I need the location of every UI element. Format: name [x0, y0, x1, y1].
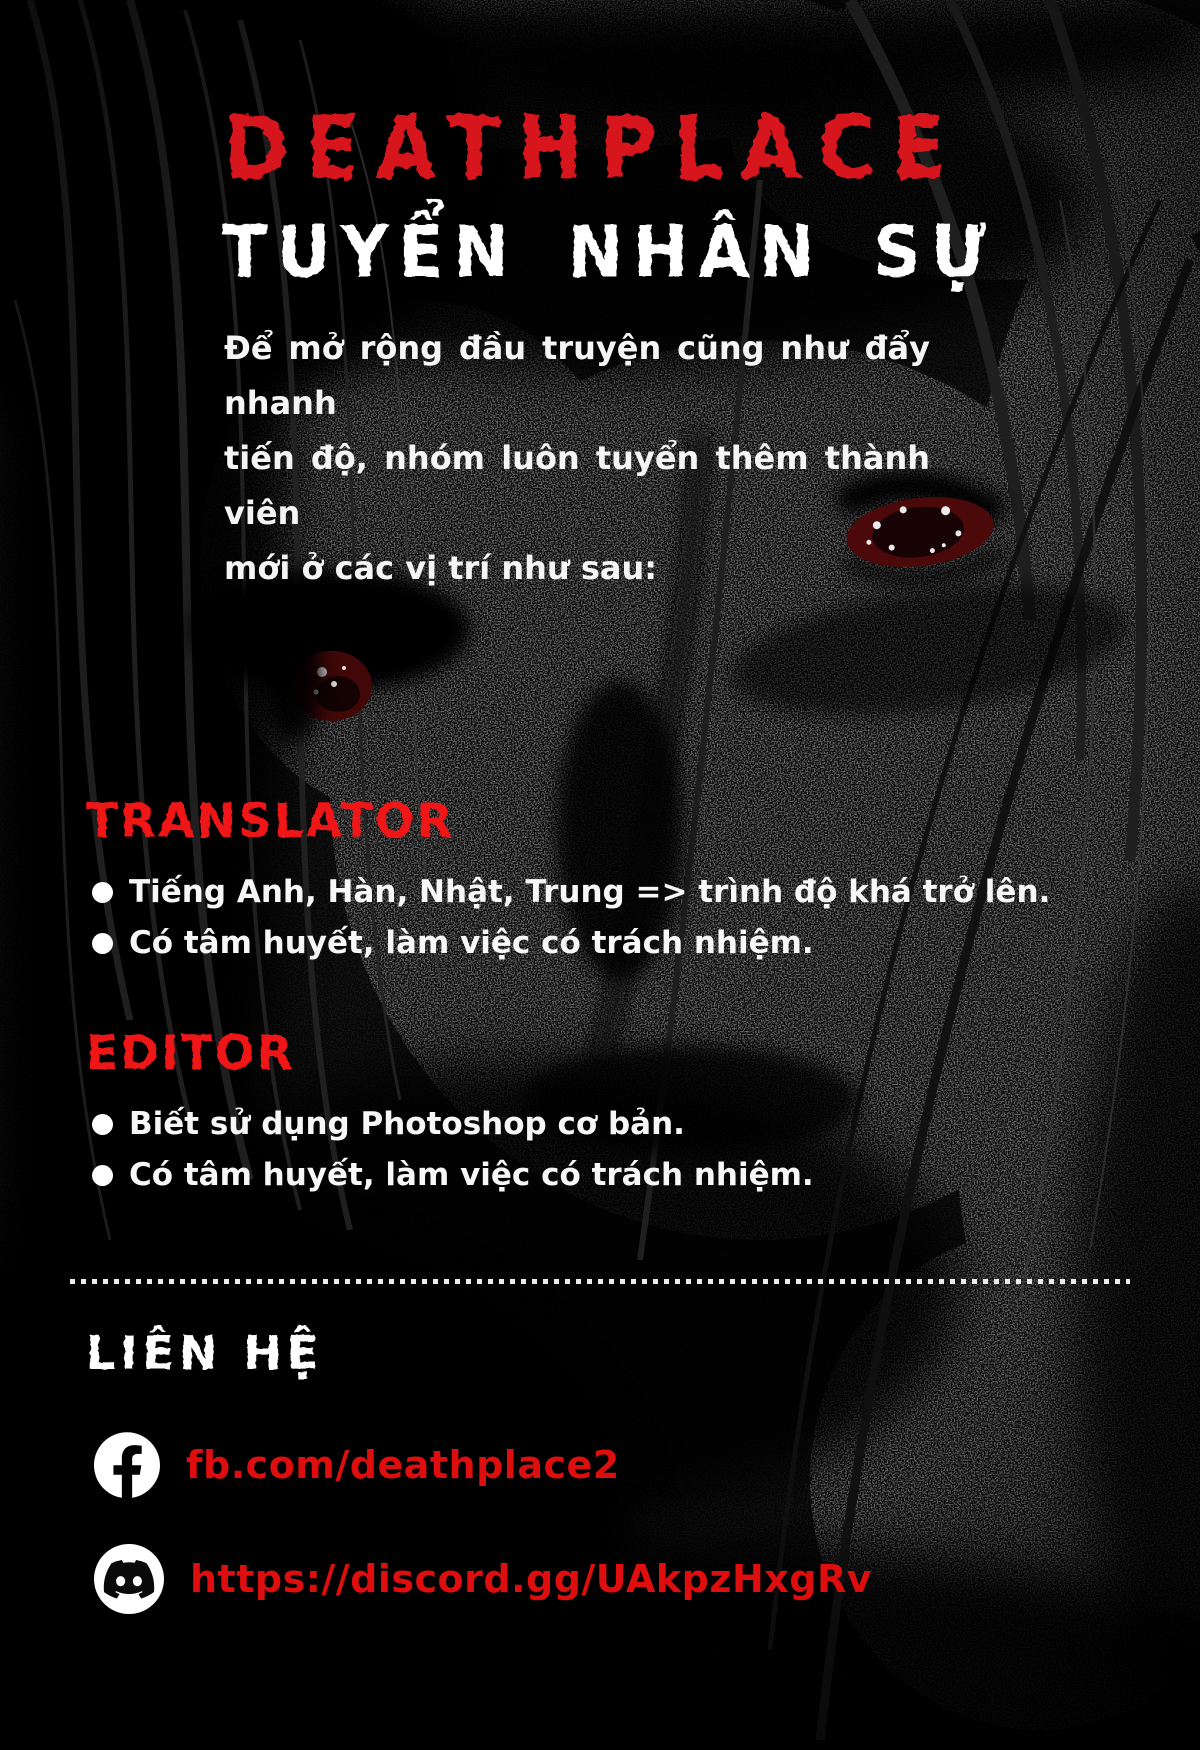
translator-section — [86, 796, 1050, 974]
requirement-text: Có tâm huyết, làm việc có trách nhiệm. — [129, 1156, 814, 1193]
dashed-divider — [70, 1279, 1130, 1284]
requirement-text: Có tâm huyết, làm việc có trách nhiệm. — [129, 924, 814, 961]
facebook-link[interactable]: fb.com/deathplace2 — [186, 1443, 620, 1487]
section-title-translator: TRANSLATOR — [86, 794, 455, 849]
section-title-editor: EDITOR — [86, 1026, 295, 1081]
editor-requirements — [86, 1104, 814, 1195]
requirement-item — [92, 923, 1050, 963]
intro-text — [224, 321, 930, 596]
requirement-text: Biết sử dụng Photoshop cơ bản. — [129, 1105, 685, 1142]
bullet-icon — [92, 1165, 113, 1186]
discord-icon[interactable] — [94, 1544, 164, 1614]
requirement-item — [92, 1104, 814, 1144]
requirement-text: Tiếng Anh, Hàn, Nhật, Trung => trình độ khá trở lên. — [129, 873, 1051, 910]
bullet-icon — [92, 1114, 113, 1135]
intro-line: tiến độ, nhóm luôn tuyển thêm thành viên — [224, 439, 930, 532]
intro-line: mới ở các vị trí như sau: — [224, 549, 658, 587]
group-title: DEATHPLACE — [224, 98, 963, 200]
editor-section — [86, 1028, 814, 1206]
requirement-item — [92, 872, 1050, 912]
bullet-icon — [92, 882, 113, 903]
facebook-icon[interactable] — [94, 1432, 160, 1498]
bullet-icon — [92, 933, 113, 954]
discord-contact-row[interactable] — [94, 1544, 872, 1614]
intro-line: Để mở rộng đầu truyện cũng như đẩy nhanh — [224, 329, 930, 422]
recruitment-heading: TUYỂN NHÂN SỰ — [222, 210, 997, 294]
facebook-contact-row[interactable] — [94, 1432, 620, 1498]
discord-link[interactable]: https://discord.gg/UAkpzHxgRv — [190, 1557, 873, 1601]
translator-requirements — [86, 872, 1050, 963]
requirement-item — [92, 1155, 814, 1195]
contact-heading: LIÊN HỆ — [86, 1326, 324, 1380]
